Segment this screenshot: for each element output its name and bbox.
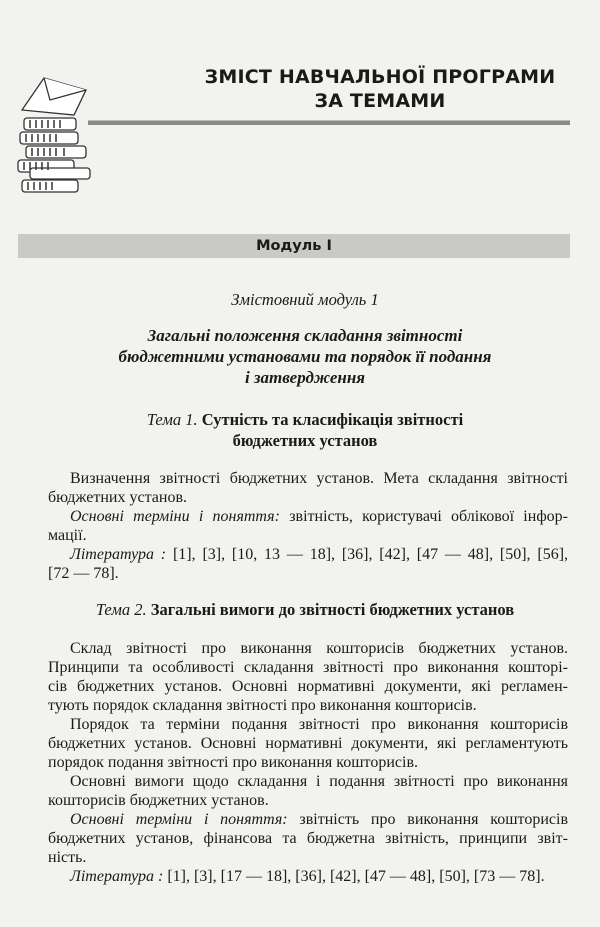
topic2-line: Порядок та терміни подання звітності про виконання кошторисів [70,716,568,733]
title-divider [88,120,570,125]
topic1-title: Сутність та класифікація звітності [201,410,464,429]
literature-text: [1], [3], [17 — 18], [36], [42], [47 — 48], [50], [73 — 78]. [167,868,545,885]
topic2-line: Склад звітності про виконання кошторисів бюджетних установ. [70,640,568,657]
module-heading: Модуль І [18,234,570,258]
topic1-line: бюджетних установ. [48,489,187,506]
terms-text: звітність про виконання кошторисів [299,811,569,828]
topic2-line: бюджетних установ, фінансова та бюджетна звітність, принципи звіт- [48,830,568,847]
literature-label: Література : [70,868,164,885]
literature-text: [1], [3], [10, 13 — 18], [36], [42], [47 — 48], [50], [56], [172,546,569,563]
topic1-literature [70,546,568,564]
page-title-line2: ЗА ТЕМАМИ [314,90,446,112]
topic2-heading [30,600,580,620]
topic2-line: кошторисів бюджетних установ. [48,792,269,809]
content-module-heading-2: бюджетними установами та порядок її подання [118,347,492,366]
terms-label: Основні терміни і поняття: [70,811,288,828]
topic1-line: мації. [48,527,87,544]
topic1-prefix: Тема 1. [146,410,198,429]
topic2-prefix: Тема 2. [95,600,147,619]
topic2-line: Принципи та особливості складання звітності про виконання кошторі- [48,659,568,676]
terms-label: Основні терміни і поняття: [70,508,280,525]
topic2-line: тують порядок складання звітності про виконання кошторисів. [48,697,477,714]
topic1-heading [30,410,580,430]
content-module-heading-1: Загальні положення складання звітності [147,326,463,345]
topic1-line: Визначення звітності бюджетних установ. Мета складання звітності [70,470,568,487]
topic1-heading-2: бюджетних установ [232,431,378,450]
topic2-literature [70,868,568,886]
topic2-title: Загальні вимоги до звітності бюджетних установ [150,600,515,619]
topic2-line: бюджетних установ. Основні нормативні документи, які регламентують [48,735,568,752]
literature-label: Література : [70,546,167,563]
books-stack-icon [14,70,104,195]
topic1-terms [70,508,568,526]
topic1-line: [72 — 78]. [48,565,119,582]
content-module-label: Змістовний модуль 1 [231,290,379,309]
terms-text: звітність, користувачі облікової інфор- [289,508,569,525]
topic2-line: Основні вимоги щодо складання і подання звітності про виконання [70,773,568,790]
topic2-line: порядок подання звітності про виконання кошторисів. [48,754,418,771]
topic2-line: сів бюджетних установ. Основні нормативні документи, які регламен- [48,678,568,695]
content-module-heading-3: і затвердження [244,368,366,387]
page-title-line1: ЗМІСТ НАВЧАЛЬНОЇ ПРОГРАМИ [204,66,556,88]
topic2-line: ність. [48,849,87,866]
topic2-terms [70,811,568,829]
